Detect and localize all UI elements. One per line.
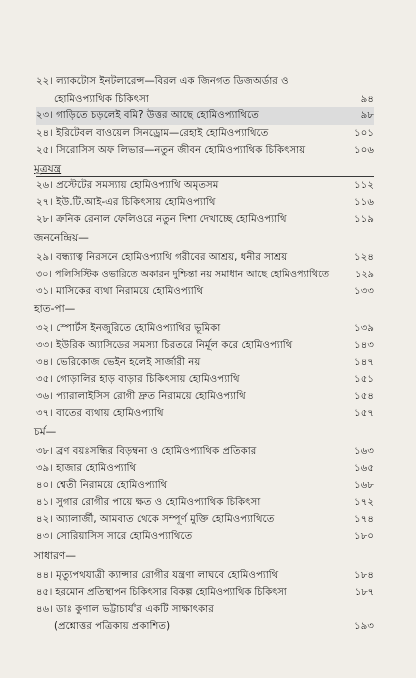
toc-entry-title: ২৬। প্রস্টেটের সমস্যায় হোমিওপ্যাথি অমৃতসম bbox=[36, 180, 219, 191]
toc-entry-31 bbox=[36, 283, 374, 301]
toc-entry-43 bbox=[36, 528, 374, 546]
toc-entry-30 bbox=[36, 266, 374, 284]
toc-page-number: ১৪৭ bbox=[354, 357, 374, 368]
toc-page-number: ১৬৩ bbox=[354, 446, 374, 457]
toc-entry-title: ৩৪। ভেরিকোজ ভেইন হলেই সার্জারী নয় bbox=[36, 357, 201, 368]
toc-entry-46 bbox=[36, 601, 374, 619]
section-heading-skin: চর্ম— bbox=[34, 426, 57, 438]
toc-page-number: ১৭২ bbox=[354, 497, 374, 508]
toc-entry-title: ৩৫। গোড়ালির হাড় বাড়ার চিকিৎসায় হোমিওপ্যাথি bbox=[36, 374, 240, 385]
toc-page-number: ১৮৪ bbox=[354, 570, 374, 581]
toc-entry-title: ২২। ল্যাকটোস ইনটলারেন্স—বিরল এক জিনগত ডিজঅর্ডার ও bbox=[36, 76, 289, 87]
toc-entry-23 bbox=[36, 107, 374, 125]
toc-entry-title: ৩৩। ইউরিক অ্যাসিডের সমস্যা চিরতরে নির্মূল করে হোমিওপ্যাথি bbox=[36, 340, 293, 351]
toc-page-number: ১৬৮ bbox=[354, 480, 374, 491]
toc-page-number: ১৮৭ bbox=[354, 587, 374, 598]
toc-page-number: ১১৬ bbox=[354, 197, 374, 208]
toc-entry-29 bbox=[36, 249, 374, 267]
toc-page-number: ১৪৩ bbox=[354, 340, 374, 351]
toc-page-number: ৯৪ bbox=[360, 94, 374, 105]
section-heading-limbs: হাত-পা— bbox=[34, 303, 76, 315]
toc-entry-title: ৩২। স্পোর্টস ইনজুরিতে হোমিওপ্যাথির ভূমিকা bbox=[36, 323, 221, 334]
toc-entry-title: ৩০। পলিসিস্টিক ওভারিতে অকারন দুশ্চিন্তা নয় সমাধান আছে হোমিওপ্যাথিতে bbox=[36, 269, 330, 280]
toc-entry-title: ২৫। সিরোসিস অফ লিভার—নতুন জীবন হোমিওপ্যাথিক চিকিৎসায় bbox=[36, 145, 306, 156]
toc-entry-33 bbox=[36, 337, 374, 355]
toc-entry-title: ২৪। ইরিটেবল বাওয়েল সিনড্রোম—রেহাই হোমিওপ্যাথিতে bbox=[36, 128, 269, 139]
toc-entry-22 bbox=[36, 73, 374, 91]
toc-page-number: ১৯৩ bbox=[354, 621, 374, 632]
toc-entry-37 bbox=[36, 405, 374, 423]
toc-entry-26 bbox=[36, 177, 374, 195]
toc-page-number: ১৭৪ bbox=[354, 514, 374, 525]
toc-page-number: ১৫৪ bbox=[354, 391, 374, 402]
section-heading-general: সাধারণ— bbox=[34, 550, 76, 562]
toc-entry-32 bbox=[36, 320, 374, 338]
toc-page-number: ১২৯ bbox=[355, 269, 374, 280]
section-heading-reproductive: জননেন্দ্রিয়— bbox=[34, 232, 89, 244]
toc-entry-title: ২৮। ক্রনিক রেনাল ফেলিওরে নতুন দিশা দেখাচ্ছে হোমিওপ্যাথি bbox=[36, 214, 287, 225]
toc-page-number: ১৩৯ bbox=[354, 323, 374, 334]
toc-entry-title: (প্রশ্নোত্তর পত্রিকায় প্রকাশিত) bbox=[54, 621, 171, 632]
toc-entry-title: হোমিওপ্যাথিক চিকিৎসা bbox=[54, 94, 149, 105]
toc-entry-title: ২৯। বন্ধ্যাত্ব নিরসনে হোমিওপ্যাথি গরীবের আশ্রয়, ধনীর সাশ্রয় bbox=[36, 252, 288, 263]
toc-entry-title: ৪২। অ্যালার্জী, আমবাত থেকে সম্পূর্ণ মুক্তি হোমিওপ্যাথিতে bbox=[36, 514, 275, 525]
toc-entry-25 bbox=[36, 142, 374, 160]
toc-entry-title: ৪০। শ্বেতী নিরাময়ে হোমিওপ্যাথি bbox=[36, 480, 168, 491]
toc-entry-title: ৪৪। মৃত্যুপথযাত্রী ক্যান্সার রোগীর যন্ত্রণা লাঘবে হোমিওপ্যাথি bbox=[36, 570, 279, 581]
toc-entry-title: ৩৯। হাজার হোমিওপ্যাথি bbox=[36, 463, 137, 474]
toc-entry-title: ৪৩। সোরিয়াসিস সারে হোমিওপ্যাথিতে bbox=[36, 531, 193, 542]
toc-entry-35 bbox=[36, 371, 374, 389]
toc-page-number: ১১২ bbox=[354, 180, 374, 191]
toc-entry-40 bbox=[36, 477, 374, 495]
toc-entry-39 bbox=[36, 460, 374, 478]
toc-entry-title: ২৩। গাড়িতে চড়লেই বমি? উত্তর আছে হোমিওপ্যাথিতে bbox=[36, 110, 259, 121]
toc-entry-title: ২৭। ইউ.টি.আই-এর চিকিৎসায় হোমিওপ্যাথি bbox=[36, 197, 216, 208]
toc-entry-42 bbox=[36, 511, 374, 529]
toc-page-number: ১৫৭ bbox=[354, 408, 374, 419]
toc-entry-38 bbox=[36, 443, 374, 461]
toc-page-number: ১০৬ bbox=[354, 145, 374, 156]
toc-page-number: ১১৯ bbox=[354, 214, 374, 225]
toc-page-number: ৯৮ bbox=[360, 110, 374, 121]
section-heading-urinary: মূত্রযন্ত্র bbox=[34, 163, 62, 175]
toc-entry-44 bbox=[36, 567, 374, 585]
toc-entry-36 bbox=[36, 388, 374, 406]
toc-entry-title: ৪১। সুগার রোগীর পায়ে ক্ষত ও হোমিওপ্যাথিক চিকিৎসা bbox=[36, 497, 261, 508]
toc-entry-title: ৩৭। বাতের ব্যথায় হোমিওপ্যাথি bbox=[36, 408, 164, 419]
toc-entry-title: ৪৬। ডাঃ কুণাল ভট্টাচার্য'র একটি সাক্ষাৎকার bbox=[36, 604, 214, 615]
toc-entry-title: ৪৫। হরমোন প্রতিস্থাপন চিকিৎসার বিকল্প হোমিওপ্যাথিক চিকিৎসা bbox=[36, 587, 287, 598]
toc-entry-45 bbox=[36, 584, 374, 602]
toc-entry-34 bbox=[36, 354, 374, 372]
toc-entry-46-cont bbox=[36, 618, 374, 636]
toc-page-number: ১৮০ bbox=[354, 531, 374, 542]
toc-entry-28 bbox=[36, 211, 374, 229]
toc-page-number: ১৩৩ bbox=[354, 286, 374, 297]
toc-page-number: ১৬৫ bbox=[354, 463, 374, 474]
toc-page-number: ১২৪ bbox=[354, 252, 374, 263]
toc-entry-title: ৩৮। ব্রণ বয়ঃসন্ধির বিড়ম্বনা ও হোমিওপ্যাথিক প্রতিকার bbox=[36, 446, 257, 457]
toc-page-number: ১০১ bbox=[354, 128, 374, 139]
toc-entry-27 bbox=[36, 194, 374, 212]
toc-entry-24 bbox=[36, 125, 374, 143]
toc-entry-title: ৩১। মাসিকের ব্যথা নিরাময়ে হোমিওপ্যাথি bbox=[36, 286, 204, 297]
toc-entry-41 bbox=[36, 494, 374, 512]
toc-page-number: ১৫১ bbox=[354, 374, 374, 385]
toc-entry-title: ৩৬। প্যারালাইসিস রোগী দ্রুত নিরাময়ে হোমিওপ্যাথি bbox=[36, 391, 246, 402]
